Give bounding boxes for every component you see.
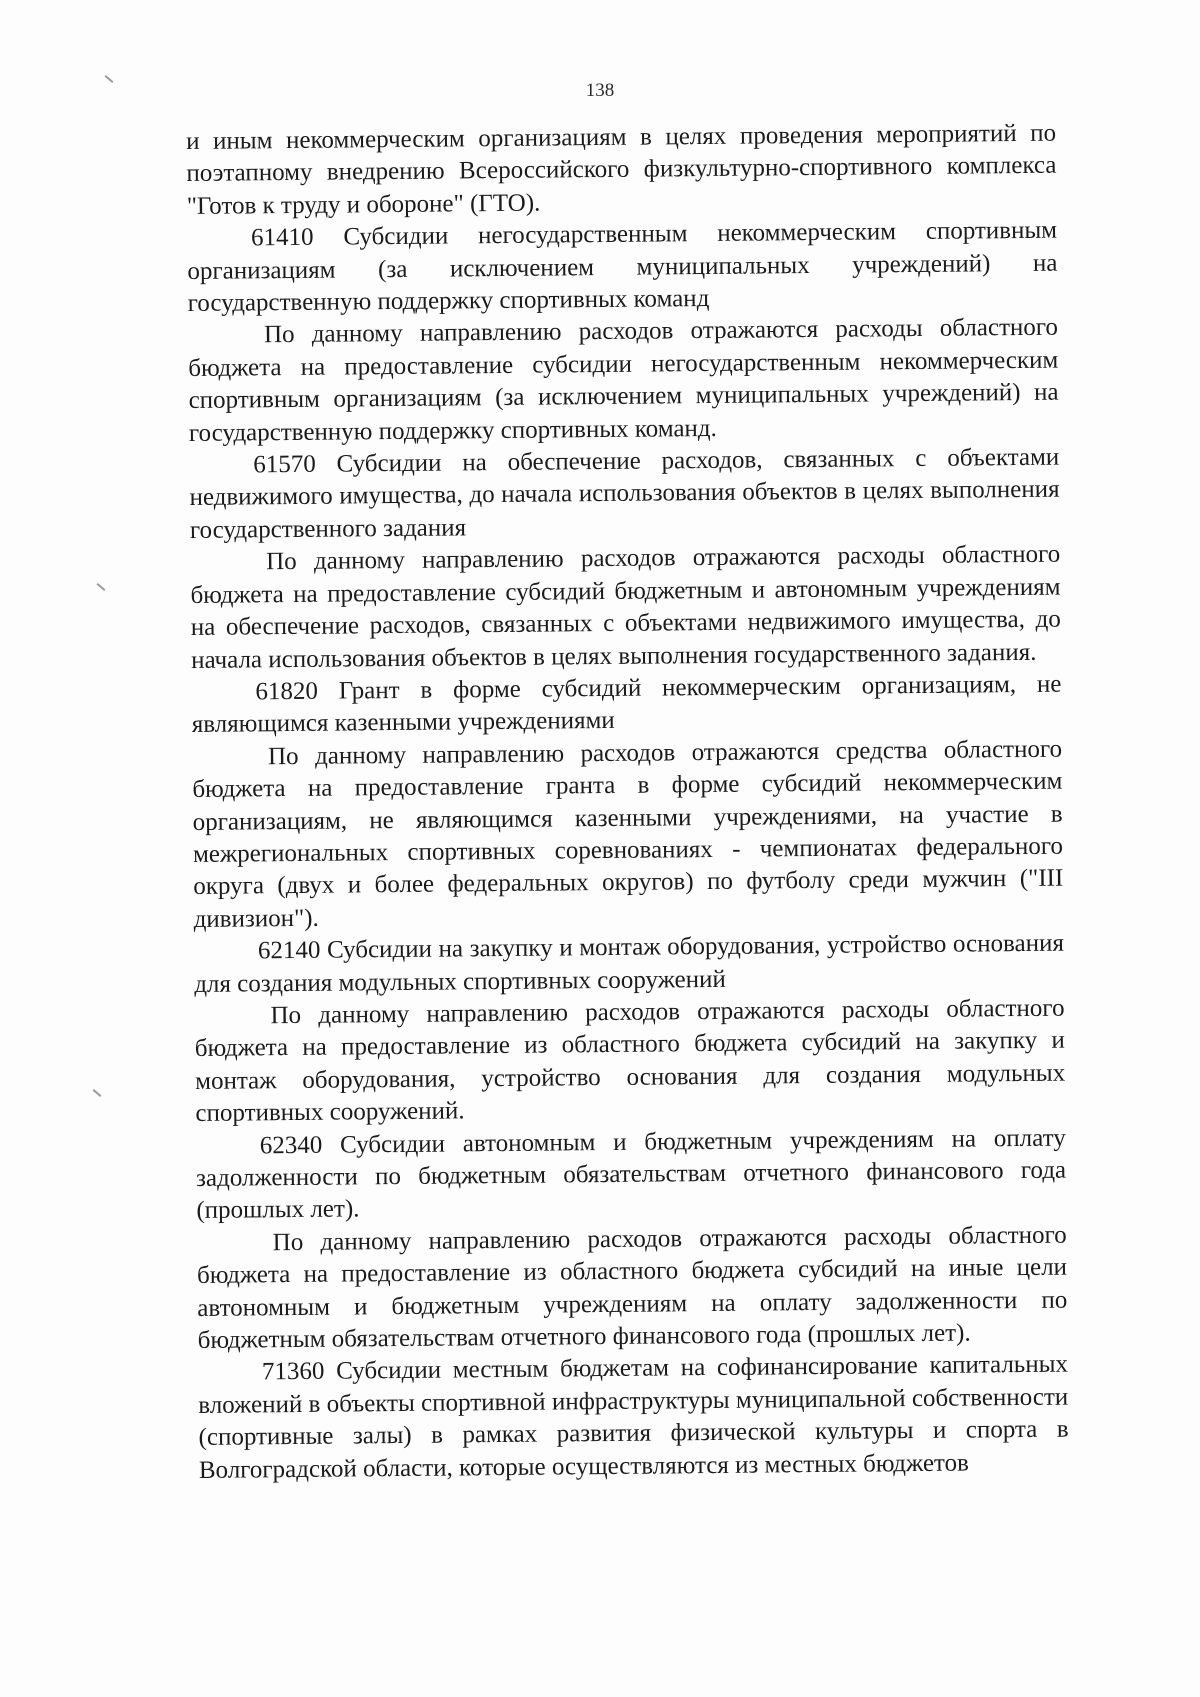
paragraph-61410-description: По данному направлению расходов отражаются расходы областного бюджета на предоставление субсидии негосударственным некоммерческим спортивным организациям (за исключением муниципальных учреждений) на государственную поддержку спортивных команд. bbox=[188, 314, 1059, 447]
paragraph-continuation: и иным некоммерческим организациям в целях проведения мероприятий по поэтапному внедрению Всероссийского физкультурно-спортивного комплекса "Готов к труду и обороне" (ГТО). bbox=[186, 119, 1057, 220]
section-heading-61410: 61410 Субсидии негосударственным некоммерческим спортивным организациям (за исключением муниципальных учреждений) на государственную поддержку спортивных команд bbox=[187, 216, 1058, 318]
page-number: 138 bbox=[585, 80, 615, 101]
scan-mark-middle bbox=[97, 583, 106, 591]
paragraph-62340-description: По данному направлению расходов отражаются расходы областного бюджета на предоставление из областного бюджета субсидий на иные цели автономным и бюджетным учреждениям на оплату задолженности по бюджетным обязательствам отчетного финансового года (прошлых лет). bbox=[196, 1221, 1068, 1354]
section-heading-62140: 62140 Субсидии на закупку и монтаж оборудования, устройство основания для создания модульных спортивных сооружений bbox=[194, 929, 1065, 998]
paragraph-61820-description: По данному направлению расходов отражаются средства областного бюджета на предоставление гранта в форме субсидий некоммерческим организациям, не являющимся казенными учреждениями, на участие в межрегиональных спортивных соревнованиях - чемпионатах федерального округа (двух и более федеральных округов) по футболу среди мужчин ("III дивизион"). bbox=[192, 735, 1064, 933]
section-heading-61570: 61570 Субсидии на обеспечение расходов, связанных с объектами недвижимого имущества, до начала использования объектов в целях выполнения государственного задания bbox=[189, 443, 1060, 544]
scan-mark-lower bbox=[93, 1089, 102, 1097]
paragraph-62140-description: По данному направлению расходов отражаются расходы областного бюджета на предоставление из областного бюджета субсидий на закупку и монтаж оборудования, устройство основания для создания модульных спортивных сооружений. bbox=[194, 994, 1066, 1128]
section-heading-61820: 61820 Грант в форме субсидий некоммерческим организациям, не являющимся казенными учреждениями bbox=[191, 670, 1062, 739]
section-heading-71360: 71360 Субсидии местным бюджетам на софинансирование капитальных вложений в объекты спортивной инфраструктуры муниципальной собственности (спортивные залы) в рамках развития физической культуры и спорта в Волгоградской области, которые осуществляются из местных бюджетов bbox=[198, 1351, 1069, 1484]
document-body bbox=[186, 118, 1069, 1487]
section-heading-62340: 62340 Субсидии автономным и бюджетным учреждениям на оплату задолженности по бюджетным обязательствам отчетного финансового года (прошлых лет). bbox=[195, 1124, 1067, 1225]
paragraph-61570-description: По данному направлению расходов отражаются расходы областного бюджета на предоставление субсидий бюджетным и автономным учреждениям на обеспечение расходов, связанных с объектами недвижимого имущества, до начала использования объектов в целях выполнения государственного задания. bbox=[190, 540, 1061, 674]
